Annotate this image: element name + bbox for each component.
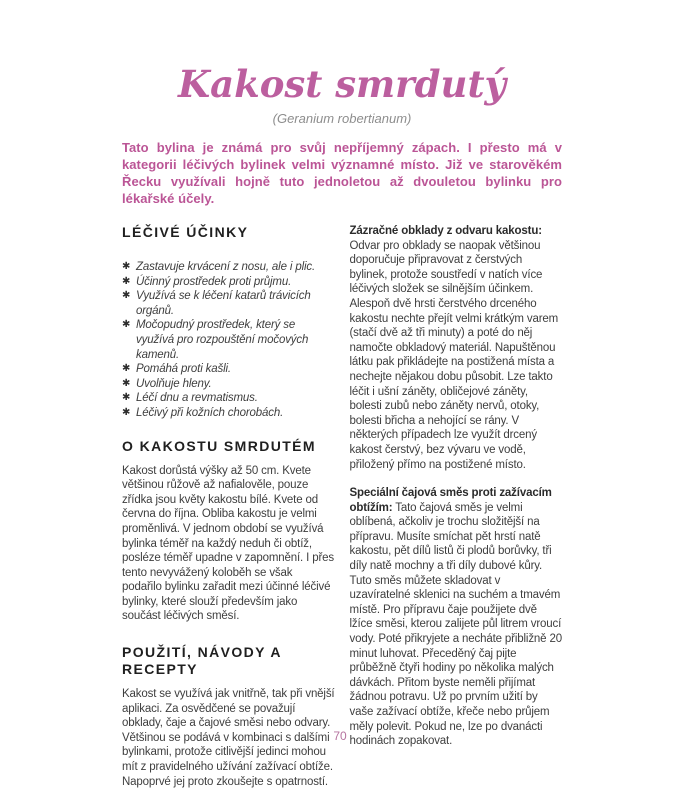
tea-mix-lead: Speciální čajová směs proti zažívacím obtížím:	[349, 487, 552, 514]
asterisk-bullet-icon: ✱	[122, 406, 131, 418]
asterisk-bullet-icon: ✱	[122, 392, 131, 404]
two-column-layout	[122, 224, 562, 789]
asterisk-bullet-icon: ✱	[122, 363, 131, 375]
latin-name-subtitle: (Geranium robertianum)	[272, 111, 412, 126]
list-item-text: Léčivý při kožních chorobách.	[136, 406, 284, 419]
section-heading-healing-effects: LÉČIVÉ ÚČINKY	[122, 224, 249, 240]
list-item-text: Využívá se k léčení katarů trávicích orgánů.	[136, 290, 311, 317]
section-heading-about: O KAKOSTU SMRDUTÉM	[122, 437, 316, 454]
list-item	[122, 260, 335, 275]
list-item	[122, 391, 335, 406]
list-item-text: Léčí dnu a revmatismus.	[136, 392, 258, 405]
asterisk-bullet-icon: ✱	[122, 275, 131, 287]
list-item-text: Účinný prostředek proti průjmu.	[136, 275, 292, 288]
list-item-text: Pomáhá proti kašli.	[136, 363, 231, 376]
list-item	[122, 362, 335, 377]
list-item	[122, 406, 335, 421]
effects-list	[122, 260, 335, 421]
right-column	[350, 224, 563, 789]
list-item	[122, 289, 335, 318]
list-item	[122, 318, 335, 362]
asterisk-bullet-icon: ✱	[122, 290, 131, 302]
list-item-text: Uvolňuje hleny.	[136, 377, 212, 390]
list-item	[122, 275, 335, 290]
asterisk-bullet-icon: ✱	[122, 377, 131, 389]
section-heading-usage: POUŽITÍ, NÁVODY A RECEPTY	[122, 644, 282, 678]
compresses-paragraph	[350, 224, 563, 472]
compresses-text: Odvar pro obklady se naopak většinou doporučuje připravovat z čerstvých bylinek, protože soustředí v natích více léčivých složek se silnějším účinkem. Alespoň dvě hrsti čerstvého drceného kakostu nechte přejít velmi krátkým varem (stačí dvě až tři minuty) a poté do něj namočte obkladový materiál. Napuštěnou látku pak přikládejte na postižená místa a nechejte nějakou dobu působit. Lze takto léčit i ušní záněty, obličejové záněty, bolesti zubů nebo záněty nervů, otoky, bolesti břicha a nehojící se rány. V některých případech lze využít drcený kakost čerstvý, bez vývaru ve vodě, přiložený přímo na postižené místo.	[349, 239, 559, 471]
compresses-lead: Zázračné obklady z odvaru kakostu:	[349, 225, 542, 237]
usage-paragraph: Kakost se využívá jak vnitřně, tak při vnější aplikaci. Za osvědčené se považují obklady, čaje a čajové směsi nebo odvary. Většinou se podává v kombinaci s dalšími bylinkami, protože citlivější jedinci mohou mít z pravidelného užívání zažívací obtíže. Napoprvé jej proto zkoušejte s opatrností.	[122, 688, 335, 788]
asterisk-bullet-icon: ✱	[122, 261, 131, 272]
tea-mix-text: Tato čajová směs je velmi oblíbená, ačkoliv je trochu složitější na přípravu. Musíte smíchat pět hrstí natě kakostu, pět dílů listů či plodů borůvky, tři díly natě mochny a tři díly dubové kůry. Tuto směs můžete skladovat v uzavíratelné sklenici na suchém a tmavém místě. Pro přípravu čaje použijete dvě lžíce směsi, kterou zalijete půl litrem vroucí vody. Poté přikryjete a necháte přibližně 20 minut luhovat. Přeceděný čaj pijte průběžně čtyři hodiny po několika malých dávkách. Přitom byste neměli přijímat žádnou potravu. Už po prvním užití by vaše zažívací obtíže, křeče nebo průjem měly polevit. Pokud ne, lze po dvanácti hodinách zopakovat.	[349, 501, 562, 748]
left-column	[122, 224, 335, 789]
intro-paragraph: Tato bylina je známá pro svůj nepříjemný zápach. I přesto má v kategorii léčivých bylinek velmi významné místo. Již ve starověkém Řecku využívali hojně tuto jednoletou až dvouletou bylinku pro lékařské účely.	[122, 140, 562, 206]
list-item	[122, 377, 335, 392]
page-number: 70	[333, 729, 347, 743]
list-item-text: Močopudný prostředek, který se využívá pro rozpouštění močových kamenů.	[136, 319, 309, 361]
about-paragraph: Kakost dorůstá výšky až 50 cm. Kvete většinou růžově až nafialověle, pouze zřídka jsou květy kakostu bílé. Kvete od června do října. Obliba kakostu je velmi proměnlivá. V jednom období se využívá bylinka téměř na každý neduh či obtíž, posléze téměř upadne v zapomnění. I přes tento nevyvážený koloběh se však podařilo bylinku zařadit mezi účinné léčivé bylinky, které slouží především jako součást léčivých směsí.	[122, 464, 334, 623]
list-item-text: Zastavuje krvácení z nosu, ale i plic.	[136, 261, 316, 273]
page-title: Kakost smrdutý	[177, 62, 507, 106]
asterisk-bullet-icon: ✱	[122, 319, 131, 331]
tea-mix-paragraph	[350, 486, 563, 749]
